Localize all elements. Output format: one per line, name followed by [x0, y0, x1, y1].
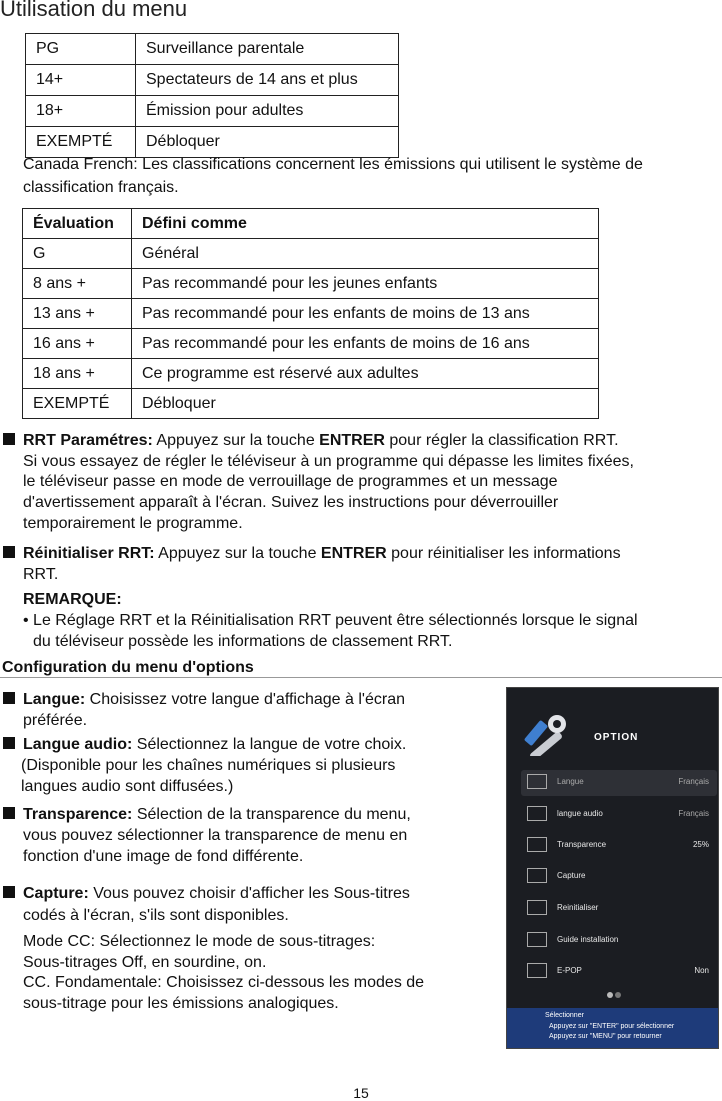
table-cell: Ce programme est réservé aux adultes — [132, 359, 599, 389]
rating-table-us — [25, 33, 399, 158]
table-cell: Pas recommandé pour les jeunes enfants — [132, 269, 599, 299]
langue-audio-line — [3, 735, 406, 754]
table-cell: Débloquer — [132, 389, 599, 419]
table-cell: Général — [132, 239, 599, 269]
osd-item-label: Transparence — [557, 840, 607, 849]
rrt-line-5: temporairement le programme. — [23, 515, 243, 532]
square-bullet-icon — [3, 692, 15, 704]
table-cell: Pas recommandé pour les enfants de moins de 16 ans — [132, 329, 599, 359]
square-bullet-icon — [3, 737, 15, 749]
tools-icon — [523, 712, 571, 756]
reset-rrt-line — [3, 544, 621, 563]
options-heading: Configuration du menu d'options — [2, 659, 254, 676]
langue-audio-text: Sélectionnez la langue de votre choix. — [132, 736, 407, 753]
osd-item-label: Reinitialiser — [557, 903, 599, 912]
langue-audio-line-3: langues audio sont diffusées.) — [21, 778, 234, 795]
table-cell: Débloquer — [136, 127, 399, 158]
table-row — [23, 269, 599, 299]
enter-key-label: ENTRER — [319, 432, 385, 449]
epop-icon — [527, 963, 547, 978]
table-row — [26, 127, 399, 158]
osd-footer-enter: Appuyez sur "ENTER" pour sélectionner — [549, 1023, 675, 1030]
table-header-cell: Évaluation — [23, 209, 132, 239]
enter-key-label: ENTRER — [320, 545, 387, 562]
rrt-settings-line — [3, 431, 619, 450]
table-row — [23, 359, 599, 389]
capture-line — [3, 884, 410, 903]
osd-item-guide-installation — [523, 930, 709, 952]
osd-item-value: Français — [678, 777, 709, 786]
page-number: 15 — [353, 1085, 369, 1101]
speaker-icon — [527, 806, 547, 821]
osd-item-langue — [523, 772, 709, 794]
table-cell: 16 ans + — [23, 329, 132, 359]
table-row — [23, 389, 599, 419]
osd-item-label: Guide installation — [557, 935, 619, 944]
transparence-line-3: fonction d'une image de fond différente. — [23, 848, 304, 865]
transparence-line — [3, 805, 411, 824]
table-cell: EXEMPTÉ — [23, 389, 132, 419]
table-cell: 8 ans + — [23, 269, 132, 299]
capture-label: Capture: — [23, 885, 89, 902]
transparence-label: Transparence: — [23, 806, 133, 823]
reset-rrt-label: Réinitialiser RRT: — [23, 545, 155, 562]
langue-line — [3, 690, 405, 709]
table-cell: Surveillance parentale — [136, 34, 399, 65]
langue-label: Langue: — [23, 691, 86, 708]
osd-item-e-pop — [523, 961, 709, 983]
square-bullet-icon — [3, 546, 15, 558]
capture-line-2: codés à l'écran, s'ils sont disponibles. — [23, 907, 289, 924]
rrt-text: Appuyez sur la touche — [152, 432, 320, 449]
langue-line-2: préférée. — [23, 712, 88, 729]
table-cell: Spectateurs de 14 ans et plus — [136, 65, 399, 96]
rrt-text: pour régler la classification RRT. — [384, 432, 619, 449]
osd-item-value: Français — [678, 809, 709, 818]
capture-line-5: CC. Fondamentale: Choisissez ci-dessous les modes de — [23, 974, 425, 991]
rrt-settings-label: RRT Paramétres: — [23, 432, 153, 449]
table-cell: G — [23, 239, 132, 269]
langue-audio-line-2: (Disponible pour les chaînes numériques si plusieurs — [21, 757, 396, 774]
canada-text-line-1: Canada French: Les classifications concernent les émissions qui utilisent le système de — [23, 156, 643, 173]
square-bullet-icon — [3, 886, 15, 898]
osd-item-langue-audio — [523, 804, 709, 826]
option-menu-screenshot — [506, 687, 719, 1049]
table-row — [23, 299, 599, 329]
setup-icon — [527, 932, 547, 947]
osd-footer — [507, 1008, 718, 1049]
remarque-line-1: • Le Réglage RRT et la Réinitialisation RRT peuvent être sélectionnés lorsque le signal — [23, 612, 638, 629]
table-cell: 18+ — [26, 96, 136, 127]
osd-item-value: 25% — [692, 840, 709, 849]
rrt-line-2: Si vous essayez de régler le téléviseur à un programme qui dépasse les limites fixées, — [23, 453, 634, 470]
table-cell: PG — [26, 34, 136, 65]
divider — [0, 677, 722, 678]
table-row — [23, 239, 599, 269]
reset-icon — [527, 900, 547, 915]
abc-icon — [527, 774, 547, 789]
osd-footer-select: Sélectionner — [545, 1012, 584, 1019]
osd-item-label: Capture — [557, 871, 586, 880]
rrt-line-4: d'avertissement apparaît à l'écran. Suivez les instructions pour déverrouiller — [23, 494, 559, 511]
transparence-text: Sélection de la transparence du menu, — [132, 806, 411, 823]
osd-footer-menu: Appuyez sur "MENU" pour retourner — [549, 1033, 662, 1040]
page-dot-icon — [607, 992, 613, 998]
reset-line-2: RRT. — [23, 566, 59, 583]
table-header-cell: Défini comme — [132, 209, 599, 239]
remarque-line-2: du téléviseur possède les informations de classement RRT. — [33, 633, 453, 650]
osd-item-label: E-POP — [557, 966, 582, 975]
table-cell: 14+ — [26, 65, 136, 96]
table-header-row — [23, 209, 599, 239]
capture-line-4: Sous-titrages Off, en sourdine, on. — [23, 954, 267, 971]
remarque-label: REMARQUE: — [23, 591, 122, 608]
rrt-line-3: le téléviseur passe en mode de verrouillage de programmes et un message — [23, 473, 558, 490]
capture-text: Vous pouvez choisir d'afficher les Sous-titres — [88, 885, 410, 902]
osd-item-value: Non — [694, 966, 709, 975]
langue-text: Choisissez votre langue d'affichage à l'écran — [85, 691, 405, 708]
table-cell: Émission pour adultes — [136, 96, 399, 127]
table-cell: 13 ans + — [23, 299, 132, 329]
canada-text-line-2: classification français. — [23, 179, 179, 196]
table-row — [26, 34, 399, 65]
transparency-icon — [527, 837, 547, 852]
table-cell: EXEMPTÉ — [26, 127, 136, 158]
osd-title: OPTION — [594, 732, 639, 743]
transparence-line-2: vous pouvez sélectionner la transparence de menu en — [23, 827, 408, 844]
table-row — [23, 329, 599, 359]
cc-icon — [527, 868, 547, 883]
osd-item-label: langue audio — [557, 809, 603, 818]
osd-item-transparence — [523, 835, 709, 857]
capture-line-6: sous-titrage pour les émissions analogiques. — [23, 995, 339, 1012]
page-title: Utilisation du menu — [0, 0, 188, 21]
langue-audio-label: Langue audio: — [23, 736, 133, 753]
table-cell: Pas recommandé pour les enfants de moins de 13 ans — [132, 299, 599, 329]
reset-text: pour réinitialiser les informations — [386, 545, 621, 562]
table-row — [26, 96, 399, 127]
osd-item-reinitialiser — [523, 898, 709, 920]
square-bullet-icon — [3, 807, 15, 819]
square-bullet-icon — [3, 433, 15, 445]
page-dot-icon — [615, 992, 621, 998]
osd-item-label: Langue — [557, 777, 584, 786]
reset-text: Appuyez sur la touche — [154, 545, 321, 562]
table-row — [26, 65, 399, 96]
table-cell: 18 ans + — [23, 359, 132, 389]
capture-line-3: Mode CC: Sélectionnez le mode de sous-titrages: — [23, 933, 376, 950]
rating-table-canada-french — [22, 208, 599, 419]
osd-item-capture — [523, 866, 709, 888]
